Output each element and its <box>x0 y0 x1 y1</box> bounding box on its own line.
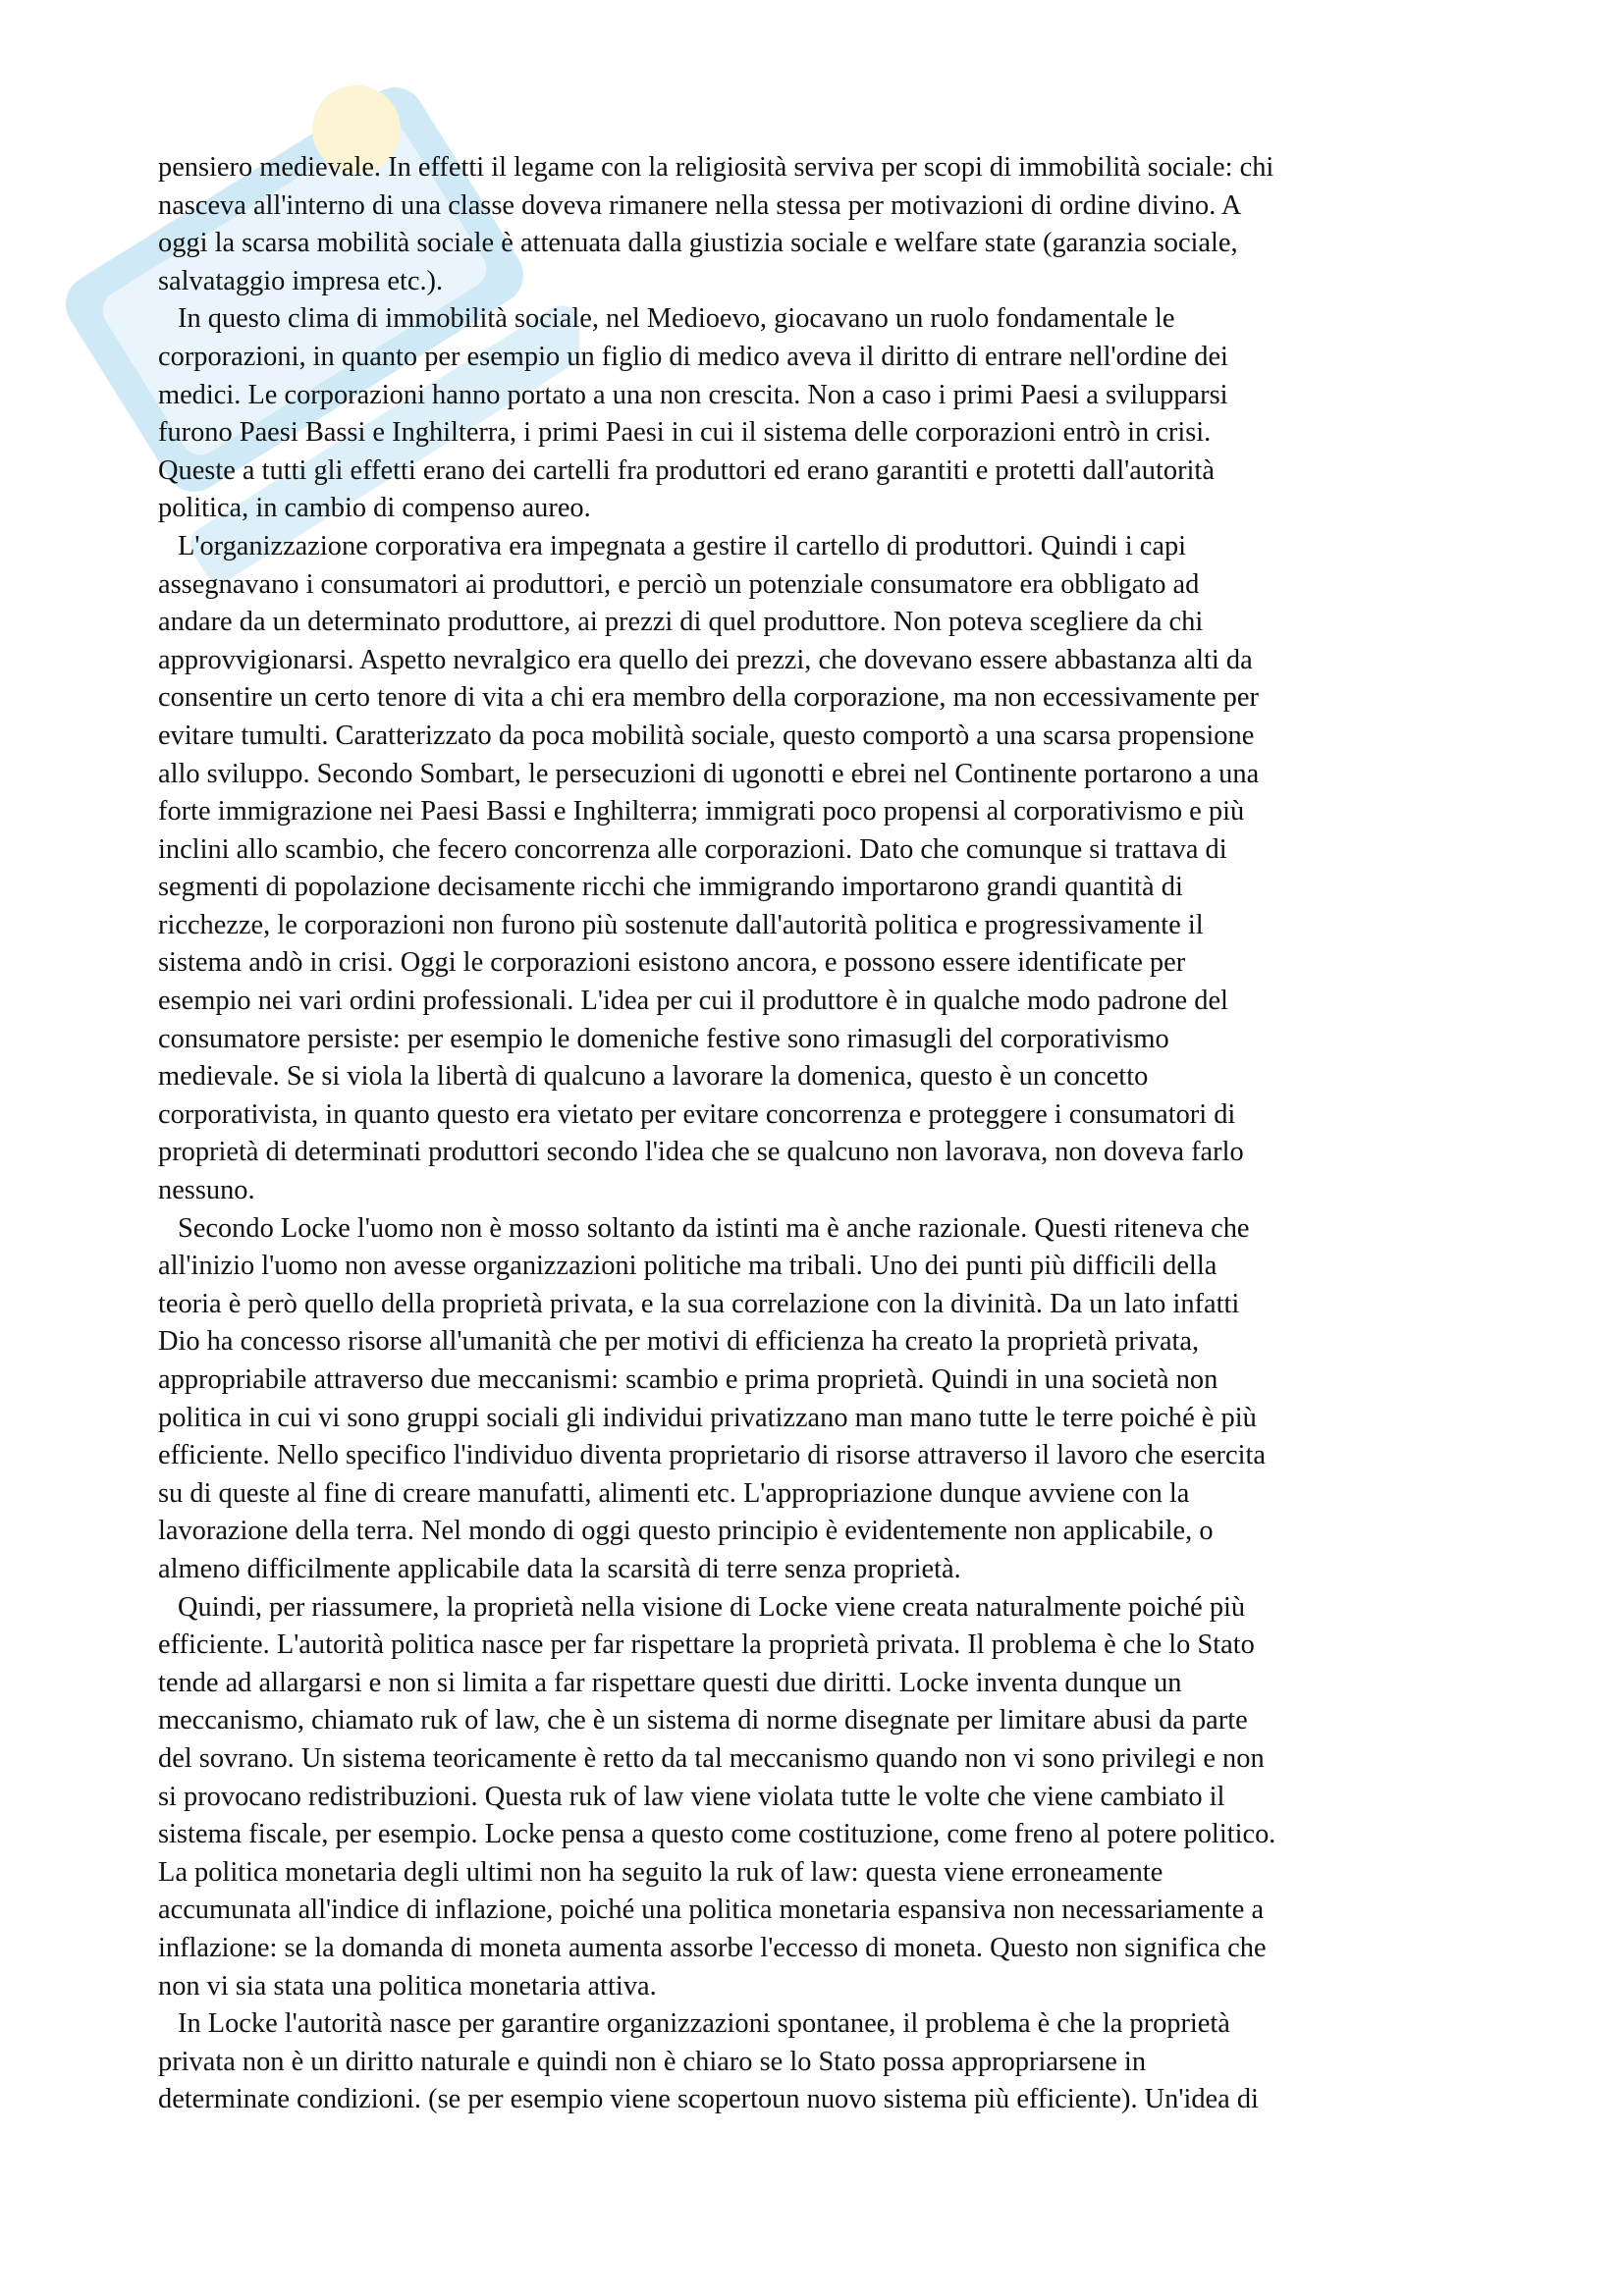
paragraph-6: In Locke l'autorità nasce per garantire organizzazioni spontanee, il problema è che la proprietà privata non è un diritto naturale e quindi non è chiaro se lo Stato possa appropriarsene in determinate condizioni. (se per esempio viene scopertoun nuovo sistema più efficiente). Un'idea di <box>158 2008 1259 2115</box>
paragraph-2: In questo clima di immobilità sociale, nel Medioevo, giocavano un ruolo fondamentale le corporazioni, in quanto per esempio un figlio di medico aveva il diritto di entrare nell'ordine dei medici. Le corporazioni hanno portato a una non crescita. Non a caso i primi Paesi a svilupparsi furono Paesi Bassi e Inghilterra, i primi Paesi in cui il sistema delle corporazioni entrò in crisi. Queste a tutti gli effetti erano dei cartelli fra produttori ed erano garantiti e protetti dall'autorità politica, in cambio di compenso aureo. <box>158 303 1228 524</box>
paragraph-4: Secondo Locke l'uomo non è mosso soltanto da istinti ma è anche razionale. Questi riteneva che all'inizio l'uomo non avesse organizzazioni politiche ma tribali. Uno dei punti più difficili della teoria è però quello della proprietà privata, e la sua correlazione con la divinità. Da un lato infatti Dio ha concesso risorse all'umanità che per motivi di efficienza ha creato la proprietà privata, appropriabile attraverso due meccanismi: scambio e prima proprietà. Quindi in una società non politica in cui vi sono gruppi sociali gli individui privatizzano man mano tutte le terre poiché è più efficiente. Nello specifico l'individuo diventa proprietario di risorse attraverso il lavoro che esercita su di queste al fine di creare manufatti, alimenti etc. L'appropriazione dunque avviene con la lavorazione della terra. Nel mondo di oggi questo principio è evidentemente non applicabile, o almeno difficilmente applicabile data la scarsità di terre senza proprietà. <box>158 1212 1266 1584</box>
paragraph-1: pensiero medievale. In effetti il legame con la religiosità serviva per scopi di immobilità sociale: chi nasceva all'interno di una classe doveva rimanere nella stessa per motivazioni di ordine divino. A oggi la scarsa mobilità sociale è attenuata dalla giustizia sociale e welfare state (garanzia sociale, salvataggio impresa etc.). <box>158 152 1274 296</box>
paragraph-3: L'organizzazione corporativa era impegnata a gestire il cartello di produttori. Quindi i capi assegnavano i consumatori ai produttori, e perciò un potenziale consumatore era obbligato ad andare da un determinato produttore, ai prezzi di quel produttore. Non poteva scegliere da chi approvvigionarsi. Aspetto nevralgico era quello dei prezzi, che dovevano essere abbastanza alti da consentire un certo tenore di vita a chi era membro della corporazione, ma non eccessivamente per evitare tumulti. Caratterizzato da poca mobilità sociale, questo comportò a una scarsa propensione allo sviluppo. Secondo Sombart, le persecuzioni di ugonotti e ebrei nel Continente portarono a una forte immigrazione nei Paesi Bassi e Inghilterra; immigrati poco propensi al corporativismo e più inclini allo scambio, che fecero concorrenza alle corporazioni. Dato che comunque si trattava di segmenti di popolazione decisamente ricchi che immigrando importarono grandi quantità di ricchezze, le corporazioni non furono più sostenute dall'autorità politica e progressivamente il sistema andò in crisi. Oggi le corporazioni esistono ancora, e possono essere identificate per esempio nei vari ordini professionali. L'idea per cui il produttore è in qualche modo padrone del consumatore persiste: per esempio le domeniche festive sono rimasugli del corporativismo medievale. Se si viola la libertà di qualcuno a lavorare la domenica, questo è un concetto corporativista, in quanto questo era vietato per evitare concorrenza e proteggere i consumatori di proprietà di determinati produttori secondo l'idea che se qualcuno non lavorava, non doveva farlo nessuno. <box>158 530 1260 1206</box>
document-body <box>158 149 1474 2119</box>
paragraph-5: Quindi, per riassumere, la proprietà nella visione di Locke viene creata naturalmente poiché più efficiente. L'autorità politica nasce per far rispettare la proprietà privata. Il problema è che lo Stato tende ad allargarsi e non si limita a far rispettare questi due diritti. Locke inventa dunque un meccanismo, chiamato ruk of law, che è un sistema di norme disegnate per limitare abusi da parte del sovrano. Un sistema teoricamente è retto da tal meccanismo quando non vi sono privilegi e non si provocano redistribuzioni. Questa ruk of law viene violata tutte le volte che viene cambiato il sistema fiscale, per esempio. Locke pensa a questo come costituzione, come freno al potere politico. La politica monetaria degli ultimi non ha seguito la ruk of law: questa viene erroneamente accumunata all'indice di inflazione, poiché una politica monetaria espansiva non necessariamente a inflazione: se la domanda di moneta aumenta assorbe l'eccesso di moneta. Questo non significa che non vi sia stata una politica monetaria attiva. <box>158 1591 1276 2002</box>
